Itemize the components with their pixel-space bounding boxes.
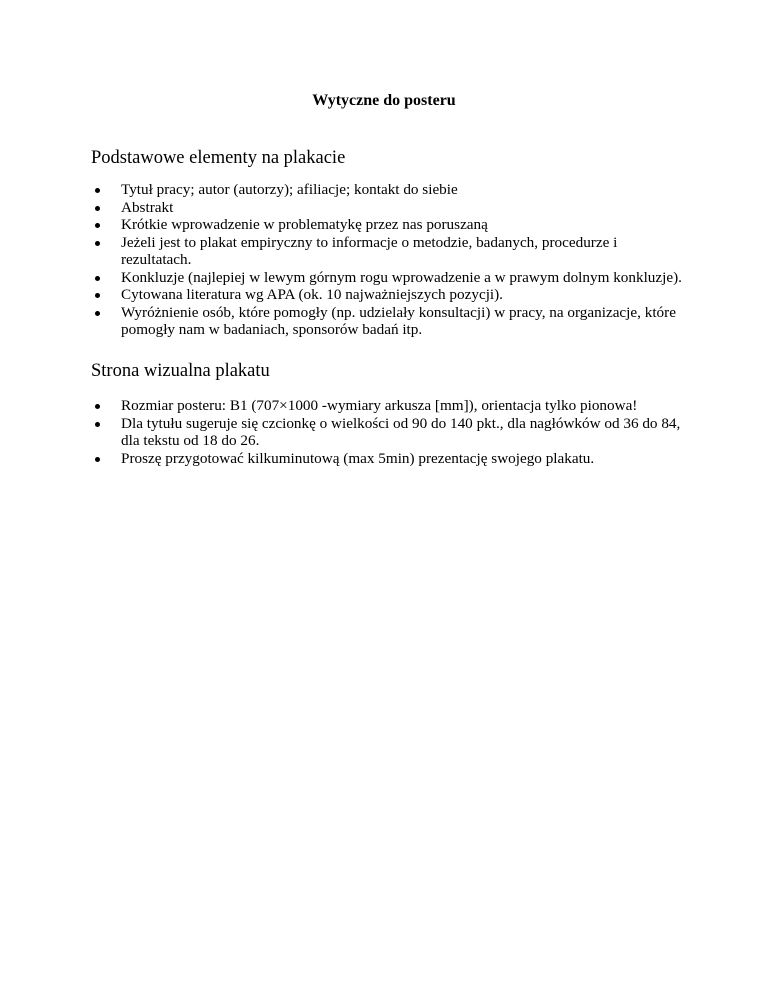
bullet-icon — [95, 223, 100, 228]
section-heading-basic-elements: Podstawowe elementy na plakacie — [91, 148, 346, 168]
list-item-text: Abstrakt — [121, 198, 174, 216]
list-item-text: Tytuł pracy; autor (autorzy); afiliacje; kontakt do siebie — [121, 181, 458, 198]
bullet-icon — [95, 276, 100, 281]
list-item-text: Wyróżnienie osób, które pomogły (np. udzielały konsultacji) w pracy, na organizacje, które pomogły nam w badaniach, sponsorów badań itp. — [121, 303, 676, 338]
document-title: Wytyczne do posteru — [312, 92, 456, 109]
list-item-text: Rozmiar posteru: B1 (707×1000 -wymiary arkusza [mm]), orientacja tylko pionowa! — [121, 397, 638, 414]
list-item — [91, 181, 691, 199]
bullet-icon — [95, 293, 100, 298]
bullet-icon — [95, 206, 100, 211]
bullet-icon — [95, 422, 100, 427]
list-item-text: Jeżeli jest to plakat empiryczny to informacje o metodzie, badanych, procedurze i rezultatach. — [121, 233, 618, 268]
bullet-icon — [95, 404, 100, 409]
list-item — [91, 415, 691, 450]
bullet-icon — [95, 457, 100, 462]
list-item — [91, 304, 691, 339]
basic-elements-list — [91, 181, 691, 339]
list-item — [91, 269, 691, 287]
list-item-text: Cytowana literatura wg APA (ok. 10 najważniejszych pozycji). — [121, 286, 503, 303]
bullet-icon — [95, 241, 100, 246]
list-item — [91, 286, 691, 304]
list-item — [91, 199, 691, 217]
list-item-text: Konkluzje (najlepiej w lewym górnym rogu wprowadzenie a w prawym dolnym konkluzje). — [121, 268, 682, 286]
list-item-text: Dla tytułu sugeruje się czcionkę o wielkości od 90 do 140 pkt., dla nagłówków od 36 do 84, dla tekstu od 18 do 26. — [121, 414, 681, 449]
list-item — [91, 450, 691, 468]
list-item-text: Krótkie wprowadzenie w problematykę przez nas poruszaną — [121, 216, 488, 233]
section-heading-visual-side: Strona wizualna plakatu — [91, 361, 270, 381]
visual-side-list — [91, 397, 691, 467]
bullet-icon — [95, 188, 100, 193]
bullet-icon — [95, 311, 100, 316]
list-item-text: Proszę przygotować kilkuminutową (max 5min) prezentację swojego plakatu. — [121, 449, 595, 467]
list-item — [91, 216, 691, 234]
list-item — [91, 397, 691, 415]
list-item — [91, 234, 691, 269]
